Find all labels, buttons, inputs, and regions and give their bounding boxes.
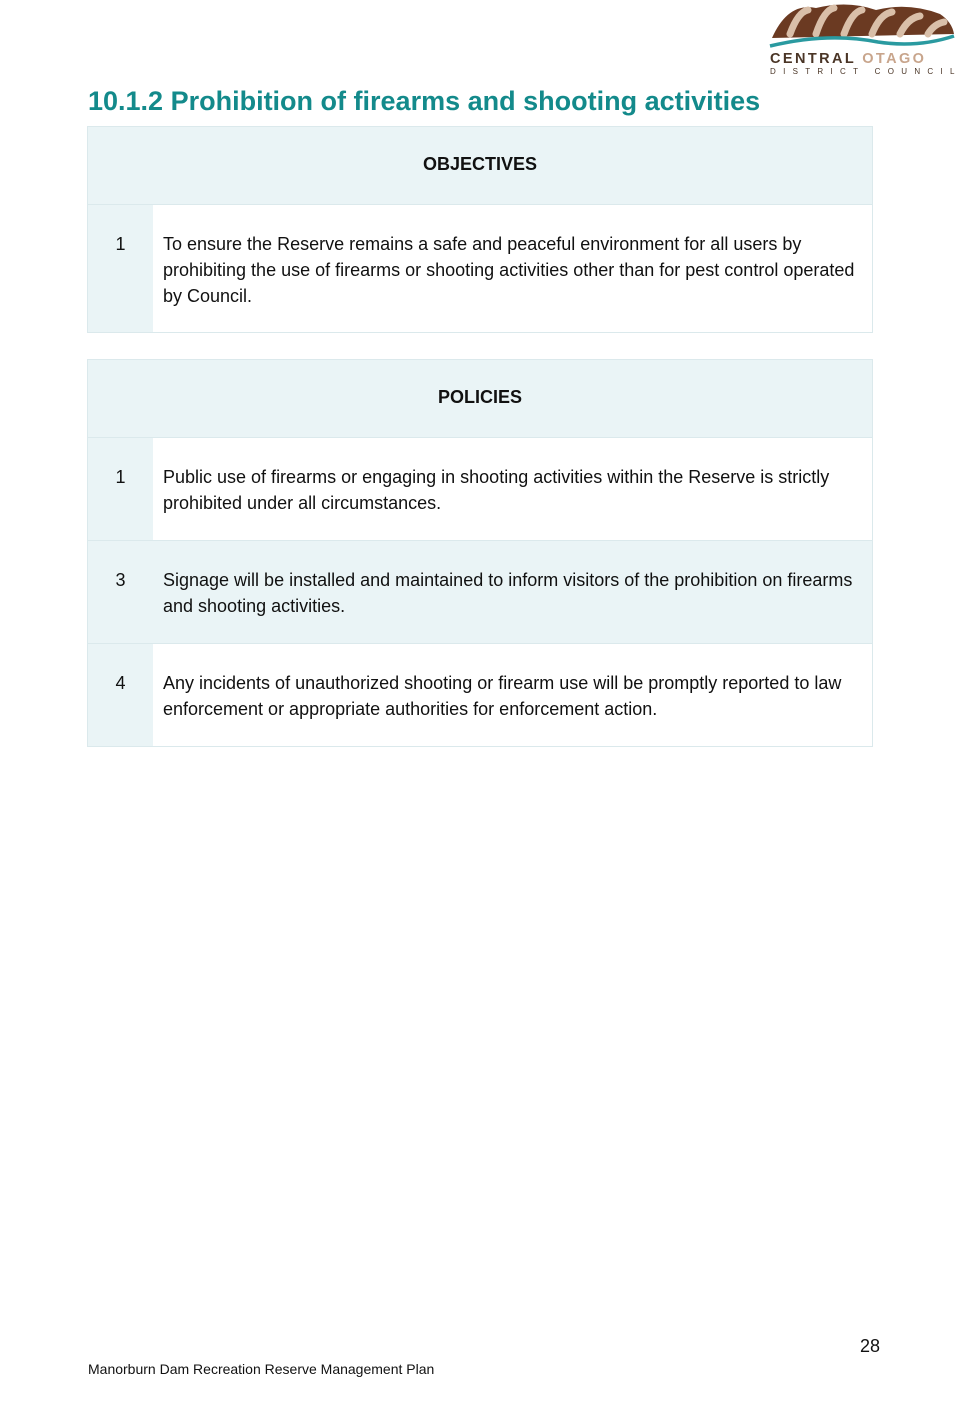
section-heading: 10.1.2 Prohibition of firearms and shooting activities bbox=[88, 86, 761, 116]
row-text: Public use of firearms or engaging in shooting activities within the Reserve is strictly prohibited under all circumstances. bbox=[163, 467, 830, 513]
objectives-header: OBJECTIVES bbox=[88, 127, 872, 204]
footer-title: Manorburn Dam Recreation Reserve Management Plan bbox=[88, 1361, 435, 1377]
row-number: 4 bbox=[88, 644, 153, 746]
row-text: Any incidents of unauthorized shooting or firearm use will be promptly reported to law enforcement or appropriate authorities for enforcement action. bbox=[163, 673, 842, 719]
row-text: To ensure the Reserve remains a safe and peaceful environment for all users by prohibiting the use of firearms or shooting activities other than for pest control operated by Council. bbox=[163, 234, 855, 306]
page-number: 28 bbox=[860, 1336, 881, 1356]
row-number: 1 bbox=[88, 205, 153, 332]
row-text: Signage will be installed and maintained to inform visitors of the prohibition on firearms and shooting activities. bbox=[153, 541, 872, 643]
table-row bbox=[88, 437, 872, 540]
table-row bbox=[88, 540, 872, 643]
table-row bbox=[88, 643, 872, 746]
row-number: 3 bbox=[88, 541, 153, 643]
logo-wordmark bbox=[770, 51, 926, 67]
table-row bbox=[88, 204, 872, 332]
policies-header: POLICIES bbox=[88, 360, 872, 437]
logo-word-central: CENTRAL bbox=[770, 51, 856, 67]
council-logo bbox=[768, 0, 962, 80]
row-number: 1 bbox=[88, 438, 153, 540]
objectives-table bbox=[87, 126, 873, 333]
logo-subtitle: DISTRICT COUNCIL bbox=[770, 67, 962, 76]
logo-word-otago: OTAGO bbox=[862, 51, 927, 67]
policies-table bbox=[87, 359, 873, 747]
hills-icon bbox=[768, 0, 956, 52]
